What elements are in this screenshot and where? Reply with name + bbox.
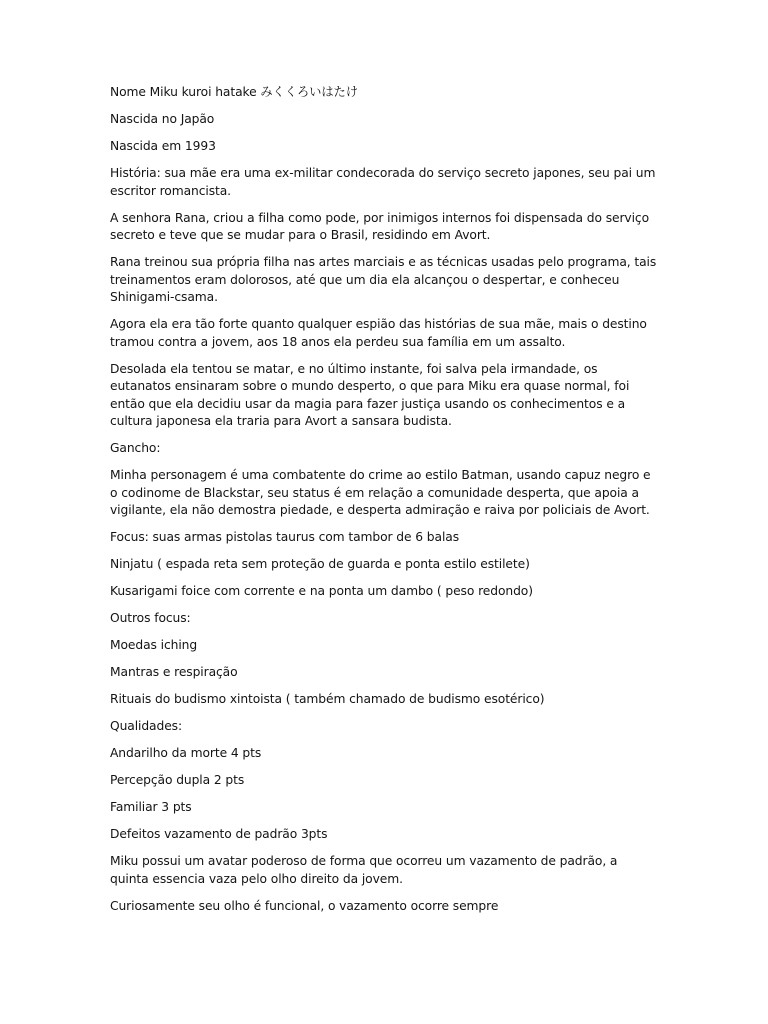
paragraph-eye-functional: Curiosamente seu olho é funcional, o vazamento ocorre sempre xyxy=(110,898,499,913)
paragraph-mother-rana: A senhora Rana, criou a filha como pode, por inimigos internos foi dispensada do serviço secreto e teve que se mudar para o Brasil, residindo em Avort. xyxy=(110,210,650,242)
paragraph-other-focus-heading: Outros focus: xyxy=(110,611,191,625)
paragraph-qualities-heading: Qualidades: xyxy=(110,719,183,733)
document-page xyxy=(110,84,658,925)
paragraph-birth-year: Nascida em 1993 xyxy=(110,139,216,153)
paragraph-iching-coins: Moedas iching xyxy=(110,638,198,652)
paragraph-mantras: Mantras e respiração xyxy=(110,665,238,679)
paragraph-character-description: Minha personagem é uma combatente do crime ao estilo Batman, usando capuz negro e o codinome de Blackstar, seu status é em relação a comunidade desperta, que apoia a vigilante, ela não demostra piedade, e desperta admiração e raiva por policiais de Avort. xyxy=(110,468,651,517)
paragraph-quality-death-walker: Andarilho da morte 4 pts xyxy=(110,746,262,760)
paragraph-focus-pistols: Focus: suas armas pistolas taurus com tambor de 6 balas xyxy=(110,530,459,544)
paragraph-name: Nome Miku kuroi hatake みくくろいはたけ xyxy=(110,85,358,99)
paragraph-quality-double-perception: Percepção dupla 2 pts xyxy=(110,773,245,787)
paragraph-ninjatu: Ninjatu ( espada reta sem proteção de guarda e ponta estilo estilete) xyxy=(110,557,530,571)
paragraph-birthplace: Nascida no Japão xyxy=(110,112,215,126)
paragraph-destiny: Agora ela era tão forte quanto qualquer espião das histórias de sua mãe, mais o destino tramou contra a jovem, aos 18 anos ela perdeu sua família em um assalto. xyxy=(110,317,647,349)
paragraph-avatar: Miku possui um avatar poderoso de forma que ocorreu um vazamento de padrão, a quinta essencia vaza pelo olho direito da jovem. xyxy=(110,854,618,886)
paragraph-training: Rana treinou sua própria filha nas artes marciais e as técnicas usadas pelo programa, tais treinamentos eram dolorosos, até que um dia ela alcançou o despertar, e conheceu Shinigami-csama. xyxy=(110,255,657,304)
paragraph-rituals: Rituais do budismo xintoista ( também chamado de budismo esotérico) xyxy=(110,692,545,706)
paragraph-history: História: sua mãe era uma ex-militar condecorada do serviço secreto japones, seu pai um escritor romancista. xyxy=(110,166,656,198)
paragraph-gancho-heading: Gancho: xyxy=(110,441,161,455)
paragraph-kusarigami: Kusarigami foice com corrente e na ponta um dambo ( peso redondo) xyxy=(110,584,533,598)
paragraph-defects: Defeitos vazamento de padrão 3pts xyxy=(110,827,328,841)
paragraph-desolation: Desolada ela tentou se matar, e no último instante, foi salva pela irmandade, os eutanatos ensinaram sobre o mundo desperto, o que para Miku era quase normal, foi então que ela decidiu usar da magia para fazer justiça usando os conhecimentos e a cultura japonesa ela traria para Avort a sansara budista. xyxy=(110,361,630,428)
paragraph-quality-familiar: Familiar 3 pts xyxy=(110,800,192,814)
